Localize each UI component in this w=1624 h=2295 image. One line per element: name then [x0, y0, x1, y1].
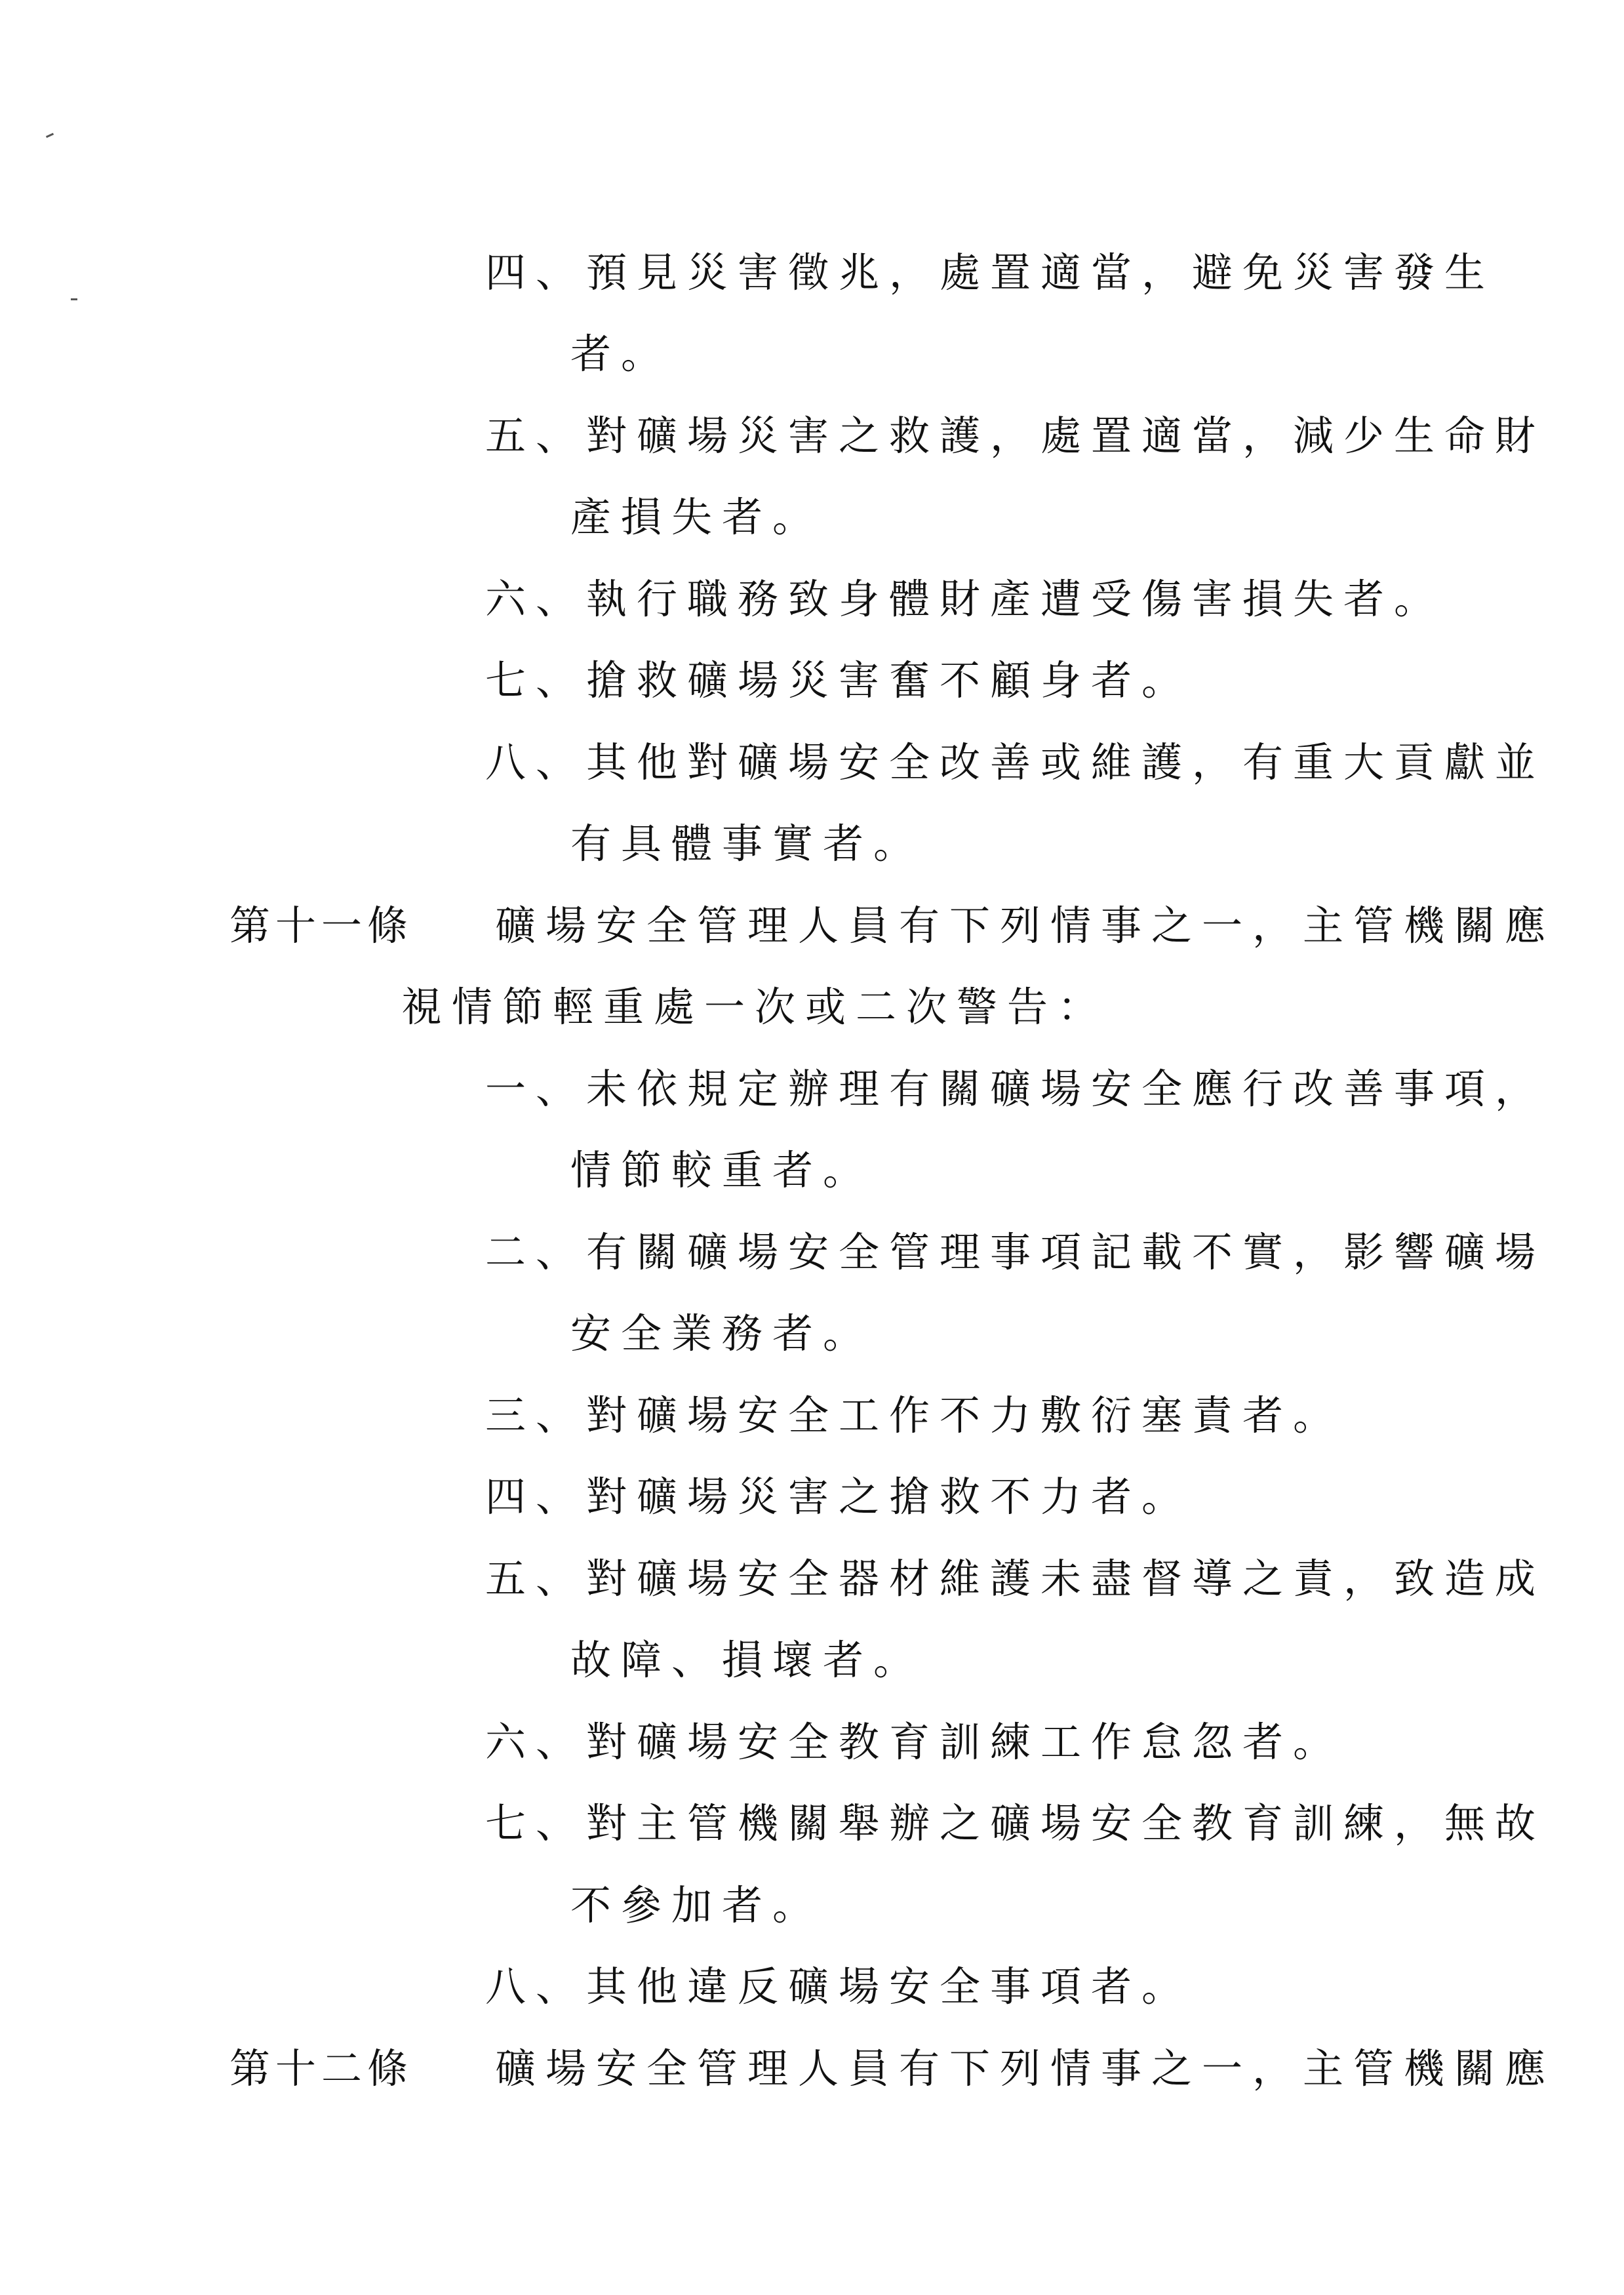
article-11-item-4: 四、對礦場災害之搶救不力者。 [485, 1473, 1193, 1521]
article-11-item-2: 二、有關礦場安全管理事項記載不實，影響礦場 [485, 1228, 1546, 1276]
article-11-continuation: 視情節輕重處一次或二次警告： [401, 983, 1109, 1031]
item-6-line: 六、執行職務致身體財產遭受傷害損失者。 [485, 575, 1445, 623]
article-11-item-1: 一、未依規定辦理有關礦場安全應行改善事項， [485, 1065, 1546, 1113]
item-5-line: 五、對礦場災害之救護，處置適當，減少生命財 [485, 412, 1546, 460]
item-8-line: 八、其他對礦場安全改善或維護，有重大貢獻並 [485, 738, 1546, 786]
article-11-item-6: 六、對礦場安全教育訓練工作怠忽者。 [485, 1718, 1344, 1766]
article-12-label: 第十二條 [229, 2045, 414, 2092]
article-11-item-8: 八、其他違反礦場安全事項者。 [485, 1963, 1193, 2010]
article-11-item-5: 五、對礦場安全器材維護未盡督導之責，致造成 [485, 1555, 1546, 1603]
scan-mark [71, 298, 77, 300]
item-4-continuation: 者。 [570, 330, 672, 378]
article-11-item-3: 三、對礦場安全工作不力敷衍塞責者。 [485, 1391, 1344, 1439]
article-11-item-5-continuation: 故障、損壞者。 [570, 1636, 924, 1684]
article-11-label: 第十一條 [229, 902, 414, 949]
article-11-item-1-continuation: 情節較重者。 [570, 1146, 874, 1194]
item-7-line: 七、搶救礦場災害奮不顧身者。 [485, 656, 1193, 704]
article-11-item-2-continuation: 安全業務者。 [570, 1309, 874, 1357]
article-11-item-7-continuation: 不參加者。 [570, 1881, 823, 1929]
scan-mark [46, 133, 54, 138]
article-12-text: 礦場安全管理人員有下列情事之一，主管機關應 [495, 2045, 1556, 2092]
item-4-line: 四、預見災害徵兆，處置適當，避免災害發生 [485, 249, 1495, 296]
item-5-continuation: 產損失者。 [570, 493, 823, 541]
article-11-item-7: 七、對主管機關舉辦之礦場安全教育訓練，無故 [485, 1799, 1546, 1847]
article-11-text: 礦場安全管理人員有下列情事之一，主管機關應 [495, 902, 1556, 949]
item-8-continuation: 有具體事實者。 [570, 820, 924, 868]
